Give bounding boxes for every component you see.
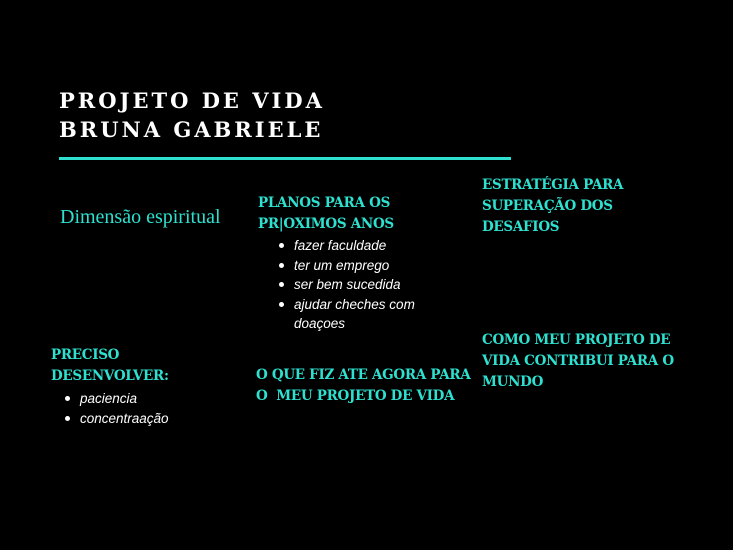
estrategia-line1: ESTRATÉGIA PARA bbox=[482, 177, 624, 193]
list-item: fazer faculdade bbox=[294, 236, 415, 256]
title-underline bbox=[59, 157, 511, 160]
preciso-heading-line2: DESENVOLVER: bbox=[51, 368, 169, 384]
estrategia-heading bbox=[482, 175, 623, 238]
title-line-name: BRUNA GABRIELE bbox=[59, 117, 324, 142]
list-item: ser bem sucedida bbox=[294, 275, 415, 295]
planos-heading-line2: PR|OXIMOS ANOS bbox=[258, 216, 394, 232]
planos-heading bbox=[258, 193, 394, 235]
list-item: ter um emprego bbox=[294, 256, 415, 276]
preciso-heading bbox=[51, 345, 169, 387]
list-item-continuation: doaçoes bbox=[294, 316, 346, 331]
list-item: ajudar cheches com bbox=[294, 295, 415, 315]
como-line2: VIDA CONTRIBUI PARA O bbox=[482, 353, 674, 369]
estrategia-line2: SUPERAÇÃO DOS bbox=[482, 198, 613, 214]
o-que-fiz-line1: O QUE FIZ ATE AGORA PARA bbox=[256, 367, 471, 383]
list-item: paciencia bbox=[80, 389, 169, 409]
como-line1: COMO MEU PROJETO DE bbox=[482, 332, 671, 348]
dimensao-espiritual-label: Dimensão espiritual bbox=[60, 206, 221, 228]
o-que-fiz-heading bbox=[256, 365, 471, 407]
o-que-fiz-line2: O MEU PROJETO DE VIDA bbox=[256, 388, 455, 404]
como-heading bbox=[482, 330, 674, 393]
list-item: concentraação bbox=[80, 409, 169, 429]
page-title bbox=[59, 86, 325, 144]
planos-list bbox=[272, 236, 415, 314]
estrategia-line3: DESAFIOS bbox=[482, 219, 560, 235]
title-line-project: PROJETO DE VIDA bbox=[59, 88, 325, 113]
como-line3: MUNDO bbox=[482, 374, 544, 390]
planos-heading-line1: PLANOS PARA OS bbox=[258, 195, 391, 211]
preciso-list bbox=[58, 389, 169, 428]
preciso-heading-line1: PRECISO bbox=[51, 347, 120, 363]
